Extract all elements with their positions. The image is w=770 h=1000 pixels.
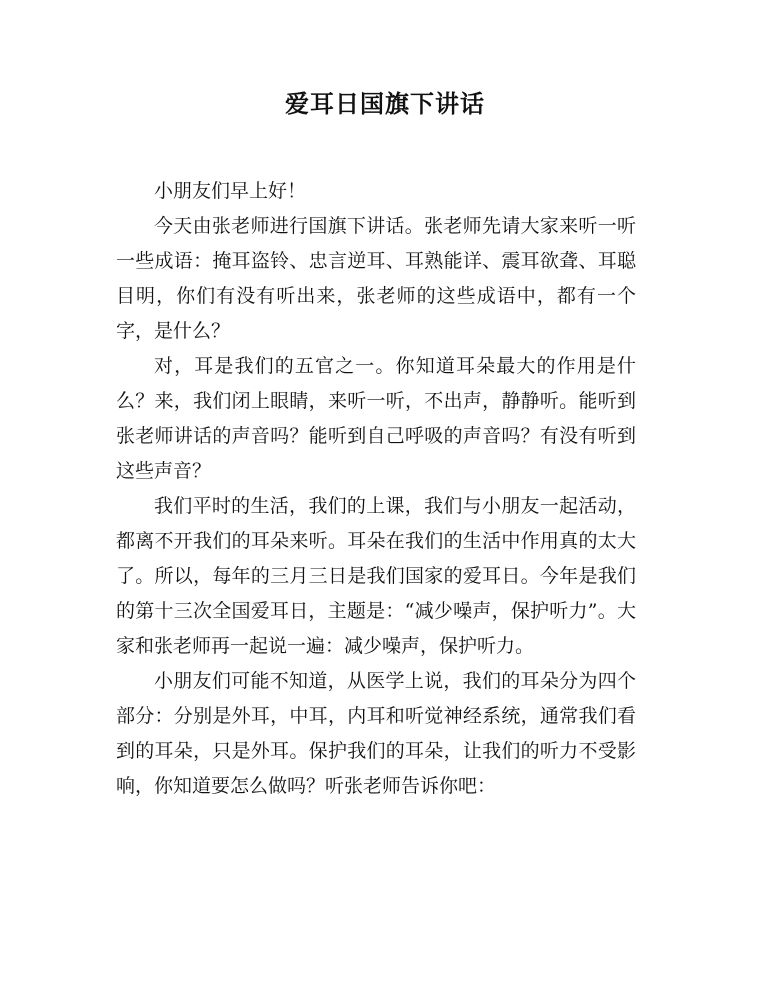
paragraph: 对，耳是我们的五官之一。你知道耳朵最大的作用是什么？来，我们闭上眼睛，来听一听，不出声，静静听。能听到张老师讲话的声音吗？能听到自己呼吸的声音吗？有没有听到这些声音？ [116, 355, 636, 482]
paragraph: 我们平时的生活，我们的上课，我们与小朋友一起活动，都离不开我们的耳朵来听。耳朵在我们的生活中作用真的太大了。所以，每年的三月三日是我们国家的爱耳日。今年是我们的第十三次全国爱耳日，主题是：“减少噪声，保护听力”。大家和张老师再一起说一遍：减少噪声，保护听力。 [116, 495, 636, 657]
paragraph: 小朋友们可能不知道，从医学上说，我们的耳朵分为四个部分：分别是外耳，中耳，内耳和听觉神经系统，通常我们看到的耳朵，只是外耳。保护我们的耳朵，让我们的听力不受影响，你知道要怎么做吗？听张老师告诉你吧： [116, 670, 636, 797]
paragraph: 今天由张老师进行国旗下讲话。张老师先请大家来听一听一些成语：掩耳盗铃、忠言逆耳、耳熟能详、震耳欲聋、耳聪目明，你们有没有听出来，张老师的这些成语中，都有一个字，是什么？ [116, 215, 636, 342]
document-body [116, 174, 636, 804]
document-title: 爱耳日国旗下讲话 [285, 90, 485, 118]
paragraph: 小朋友们早上好！ [154, 180, 307, 202]
